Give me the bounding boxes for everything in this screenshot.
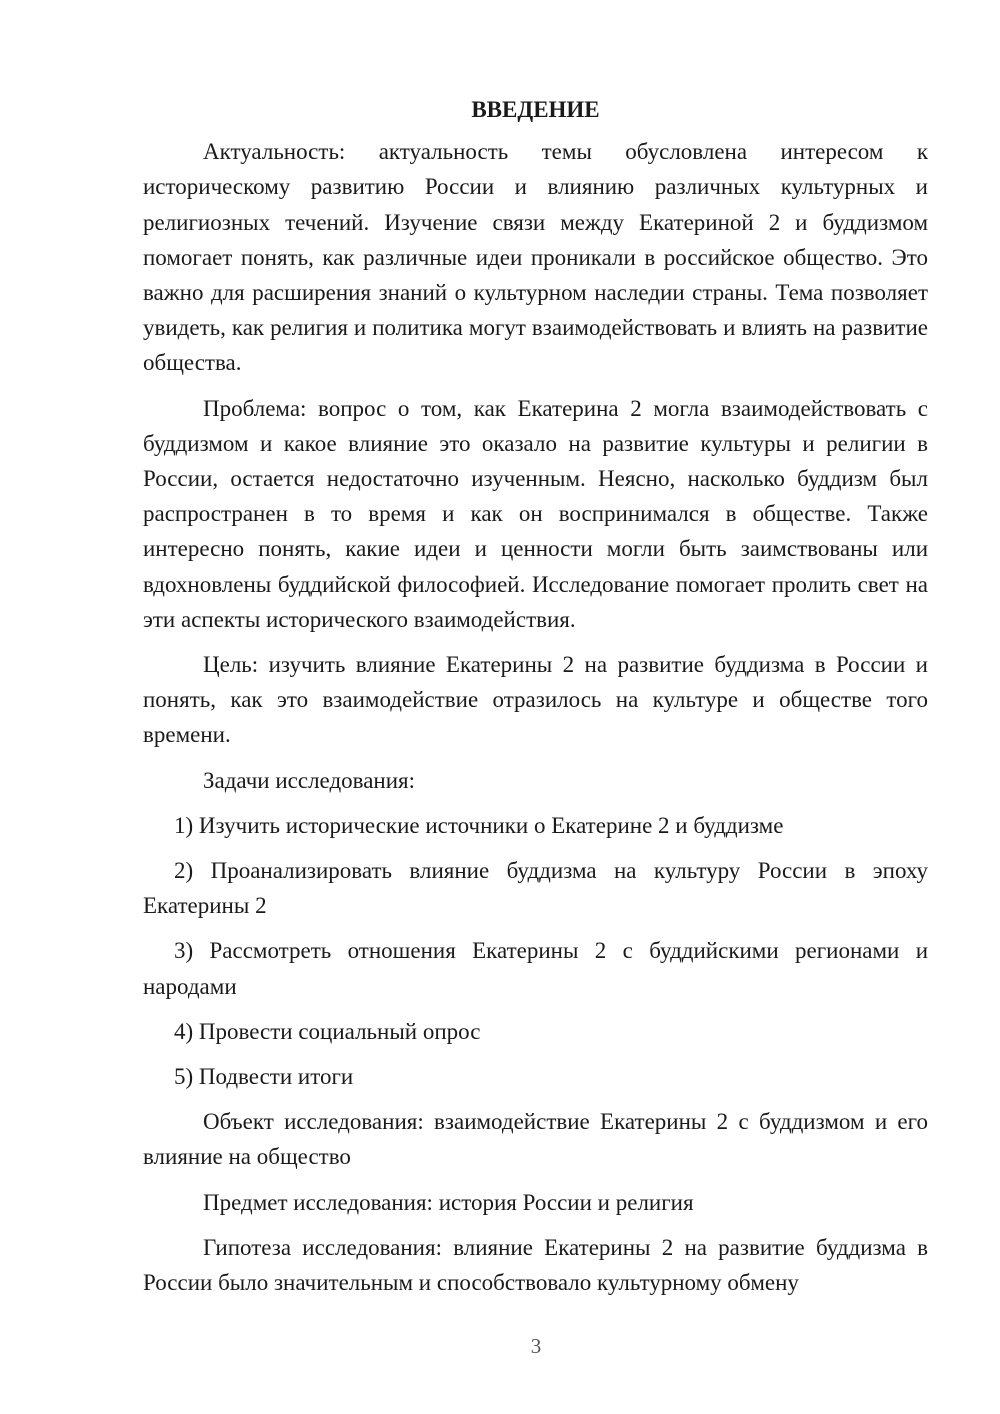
task-item-4: 4) Провести социальный опрос (174, 1018, 481, 1044)
task-item-5: 5) Подвести итоги (174, 1064, 354, 1090)
page-content (143, 92, 928, 1300)
task-item-2: 2) Проанализировать влияние буддизма на культуру России в эпоху Екатерины 2 (143, 858, 928, 919)
paragraph-problem: Проблема: вопрос о том, как Екатерина 2 могла взаимодействовать с буддизмом и какое влияние это оказало на развитие культуры и религии в России, остается недостаточно изученным. Неясно, насколько буддизм был распространен в то время и как он воспринимался в обществе. Также интересно понять, какие идеи и ценности могли быть заимствованы или вдохновлены буддийской философией. Исследование помогает пролить свет на эти аспекты исторического взаимодействия. (143, 395, 928, 632)
task-item-3: 3) Рассмотреть отношения Екатерины 2 с буддийскими регионами и народами (143, 938, 928, 999)
paragraph-goal: Цель: изучить влияние Екатерины 2 на развитие буддизма в России и понять, как это взаимодействие отразилось на культуре и обществе того времени. (143, 652, 928, 748)
paragraph-hypothesis: Гипотеза исследования: влияние Екатерины 2 на развитие буддизма в России было значительным и способствовало культурному обмену (143, 1234, 928, 1296)
task-item-1: 1) Изучить исторические источники о Екатерине 2 и буддизме (174, 812, 784, 838)
page-number: 3 (530, 1334, 542, 1358)
paragraph-object: Объект исследования: взаимодействие Екатерины 2 с буддизмом и его влияние на общество (143, 1109, 928, 1170)
page-title: ВВЕДЕНИЕ (471, 97, 600, 122)
paragraph-subject: Предмет исследования: история России и религия (203, 1189, 694, 1215)
paragraph-relevance: Актуальность: актуальность темы обусловлена интересом к историческому развитию России и влиянию различных культурных и религиозных течений. Изучение связи между Екатериной 2 и буддизмом помогает понять, как различные идеи проникали в российское общество. Это важно для расширения знаний о культурном наследии страны. Тема позволяет увидеть, как религия и политика могут взаимодействовать и влиять на развитие общества. (143, 139, 928, 376)
tasks-title: Задачи исследования: (203, 767, 416, 793)
